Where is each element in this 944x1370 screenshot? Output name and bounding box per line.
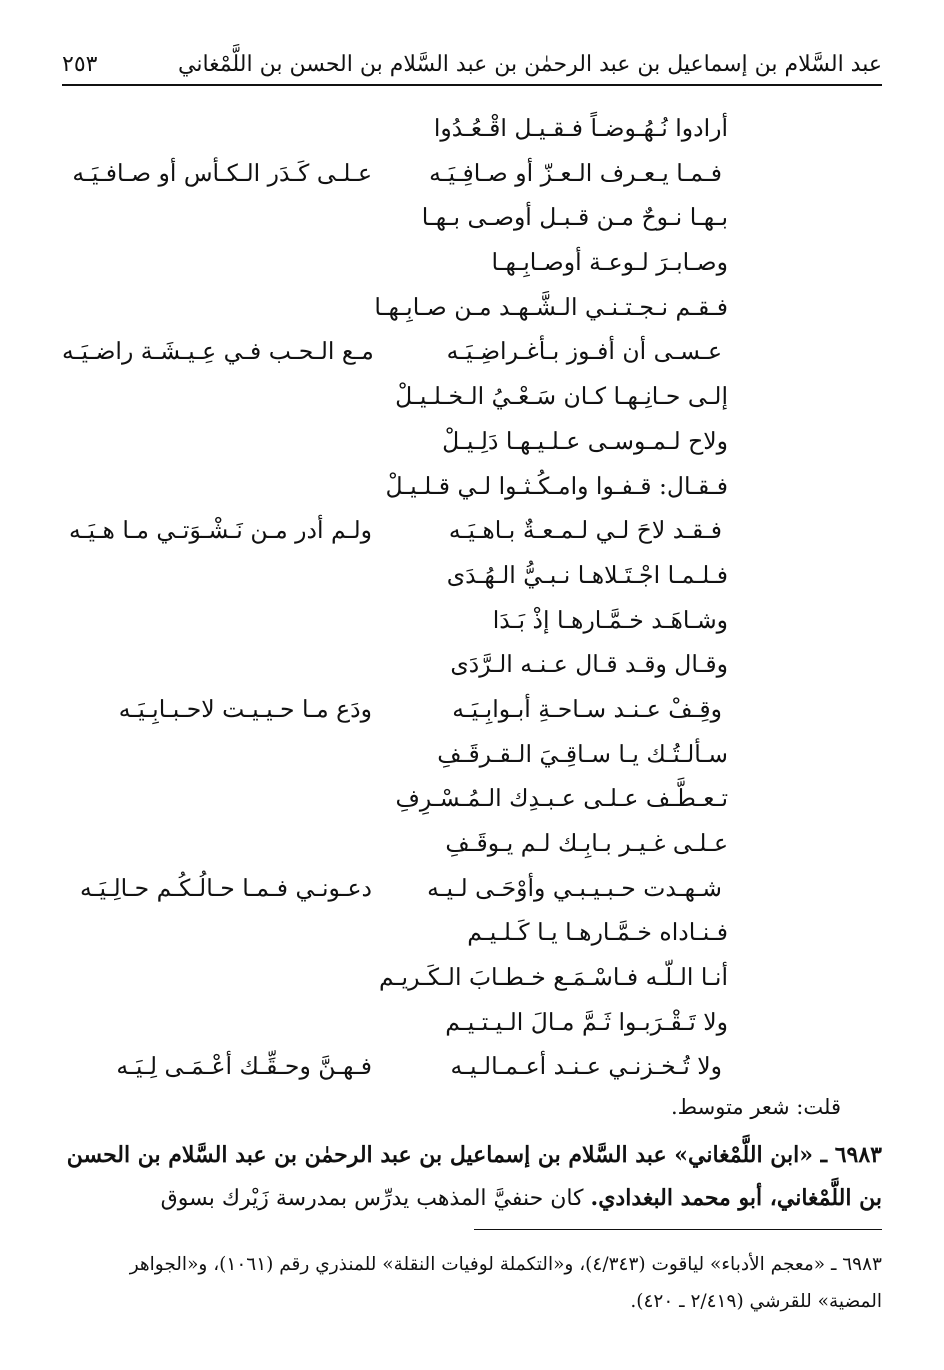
poem-verse — [62, 553, 882, 598]
poem — [62, 106, 882, 1089]
verse-text: إلـى حـانِـهـا كـان سَـعْـيُ الـخـلـيـلْ — [395, 382, 728, 411]
poem-verse — [62, 106, 882, 151]
verse-text: وشـاهَـد خـمَّـارهـا إذْ بَـدَا — [492, 605, 728, 634]
poem-verse — [62, 821, 882, 866]
entry-heading: ٦٩٨٣ ـ «ابن اللَّمْغاني» عبد السَّلام بن إسماعيل بن عبد الرحمٰن بن عبد السَّلام بن الحسن بن اللَّمْغاني، أبو محمد البغدادي. — [66, 1142, 882, 1211]
verse-text: سـألـتُـك يـا سـاقِـيَ الـقـرقَـفِ — [437, 739, 728, 768]
footnote-divider — [474, 1229, 882, 1230]
poem-verse — [62, 776, 882, 821]
poem-verse — [62, 419, 882, 464]
verse-text: ولا تَـقْـرَبـوا ثَـمَّ مـالَ الـيـتـيـم — [445, 1007, 728, 1036]
verse-first-hemistich: فـمـا يـعـرف الـعـزّ أو صـافِـيَـه — [429, 158, 722, 187]
verse-text: أنـا الـلّـه فـاسْـمَـع خـطـابَ الـكَـريـم — [379, 963, 728, 992]
verse-text: فـلـمـا اجْـتَـلاهـا نـبـيُّ الـهُـدَى — [446, 560, 728, 589]
poem-verse — [62, 464, 882, 509]
verse-first-hemistich: فـقـد لاحَ لـي لـمـعـةٌ بـاهـيَـه — [448, 516, 722, 545]
verse-first-hemistich: ولا تُـخـزنـي عـنـد أعـمـالـيـه — [450, 1052, 722, 1081]
poem-verse — [62, 910, 882, 955]
poem-verse — [62, 508, 882, 553]
verse-text: فـنـاداه خـمَّـارهـا يـا كَـلـيـم — [467, 918, 728, 947]
entry-text: كان حنفيَّ المذهب يدرِّس بمدرسة زَيْرك بسوق — [160, 1186, 591, 1211]
poem-verse — [62, 866, 882, 911]
comment-line: قلت: شعر متوسط. — [671, 1095, 841, 1119]
poem-verse — [62, 955, 882, 1000]
footnote: ٦٩٨٣ ـ «معجم الأدباء» لياقوت (٤/٣٤٣)، و«التكملة لوفيات النقلة» للمنذري رقم (١٠٦١)، و«الجواهر المضية» للقرشي (٢/٤١٩ ـ ٤٢٠). — [129, 1254, 882, 1312]
poem-verse — [62, 642, 882, 687]
verse-text: عـلـى غـيـر بـابِـك لـم يـوقَـفِ — [445, 829, 728, 857]
poem-verse — [62, 687, 882, 732]
poem-verse — [62, 374, 882, 419]
verse-first-hemistich: عـسـى أن أفـوز بـأغـراضِـيَـه — [446, 337, 722, 366]
poem-verse — [62, 598, 882, 643]
verse-first-hemistich: شـهـدت حـبـيـبـي وأوْحَـى لـيـه — [427, 873, 722, 902]
running-header — [62, 44, 882, 86]
poem-verse — [62, 151, 882, 196]
verse-text: فـقـال: قـفـوا وامـكُـثـوا لـي قـلـيـلْ — [385, 471, 728, 500]
verse-first-hemistich: وقِـفْ عـنـد سـاحـةِ أبـوابِـيَـه — [452, 694, 722, 723]
poem-verse — [62, 195, 882, 240]
page-number: ٢٥٣ — [62, 51, 98, 77]
verse-text: أرادوا نُـهُـوضـاً فـقـيـل اقْـعُـدُوا — [433, 114, 728, 142]
verse-second-hemistich: فـهـنَّ وحـقِّـك أعْـمَـى لِـيَـه — [116, 1052, 372, 1081]
poem-verse — [62, 240, 882, 285]
verse-text: وقـال وقـد قـال عـنـه الـرَّدَى — [450, 650, 728, 679]
verse-second-hemistich: ودَع مـا حـيـيـت لاحـبـابِـيَـه — [118, 694, 372, 723]
poem-verse — [62, 329, 882, 374]
verse-text: تـعـطَّـف عـلـى عـبـدِك الـمُـسْـرِفِ — [395, 784, 728, 813]
verse-second-hemistich: دعـونـي فـمـا حـالُـكُـم حـالِـيَـه — [80, 873, 372, 902]
verse-second-hemistich: مـع الـحـب فـي عِـيـشَـة راضـيَـه — [62, 337, 374, 366]
verse-second-hemistich: ولـم أدر مـن نَـشْـوَتـي مـا هـيَـه — [69, 516, 372, 545]
poem-verse — [62, 732, 882, 777]
verse-text: فـقـم نـجـتـنـي الـشَّـهـد مـن صـابِـهـا — [374, 292, 728, 321]
poem-verse — [62, 1000, 882, 1045]
verse-text: ولاح لـمـوسـى عـلـيـهـا دَلِـيـلْ — [442, 426, 728, 455]
header-title: عبد السَّلام بن إسماعيل بن عبد الرحمٰن بن عبد السَّلام بن الحسن بن اللَّمْغاني — [178, 51, 882, 77]
verse-text: وصـابـرَ لـوعـة أوصـابِـهـا — [491, 248, 728, 277]
biography-entry — [62, 1134, 882, 1220]
poem-verse — [62, 1044, 882, 1089]
verse-second-hemistich: عـلـى كَـدَر الـكـأس أو صـافـيَـه — [72, 158, 372, 187]
poem-verse — [62, 285, 882, 330]
verse-text: بـهـا نـوحٌ مـن قـبـل أوصـى بـهـا — [421, 203, 728, 232]
